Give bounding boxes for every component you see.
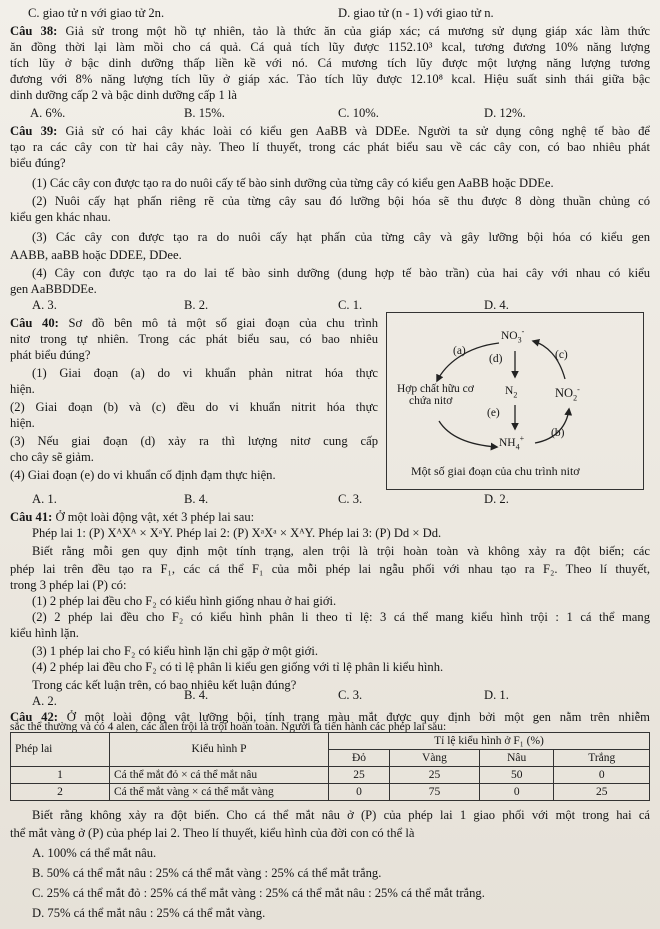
q40-statement-1: (1) Giai đoạn (a) do vi khuẩn phản nitrat hóa thực bbox=[32, 366, 378, 380]
q41-statement-2-cont: kiểu hình lặn. bbox=[10, 626, 79, 640]
q37-option-c: C. giao tử n với giao tử 2n. bbox=[28, 6, 165, 20]
q41-line-4: phép lai trên đều tạo ra F₁, các cá thể F₁ của mỗi phép lai ngẫu phối với nhau tạo ra F₂. Theo lí thuyết, bbox=[10, 562, 650, 576]
q39-option-d: D. 4. bbox=[484, 298, 509, 312]
step-c-label: (c) bbox=[555, 349, 568, 361]
q42-option-d: D. 75% cá thể mắt nâu : 25% cá thể mắt vàng. bbox=[32, 906, 266, 920]
q39-line-1: Câu 39: Giả sử có hai cây khác loài có kiểu gen AaBB và DDEe. Người ta sử dụng công nghệ tế bào để bbox=[10, 124, 650, 138]
q38-option-c: C. 10%. bbox=[338, 106, 379, 120]
organic-label-line-1: Hợp chất hữu cơ bbox=[397, 383, 474, 395]
arrow-organic-to-nh4 bbox=[439, 421, 497, 447]
header-red: Đỏ bbox=[329, 750, 390, 767]
n2-label: $N_2$ bbox=[505, 385, 518, 400]
q42-line-3: Biết rằng không xảy ra đột biến. Cho cá thể mắt nâu ở (P) của phép lai 1 giao phối với một trong hai cá bbox=[32, 808, 650, 822]
q38-line-1: Câu 38: Giả sử trong một hồ tự nhiên, tảo là thức ăn của giáp xác; cá mương sử dụng giáp xác làm thức bbox=[10, 24, 650, 38]
q42-option-b: B. 50% cá thể mắt nâu : 25% cá thể mắt vàng : 25% cá thể mắt trắng. bbox=[32, 866, 382, 880]
header-parent: Kiểu hình P bbox=[110, 733, 329, 767]
q39-statement-4-cont: gen AaBBDDEe. bbox=[10, 282, 97, 296]
q41-label: Câu 41: bbox=[10, 510, 53, 524]
q38-line-2: ăn đồng thời lại làm mồi cho cá quả. Cá quả tích lũy được 1152.10³ kcal, tương đương 10% năng lượng bbox=[10, 40, 650, 54]
nitrogen-cycle-diagram bbox=[386, 312, 644, 490]
q41-option-b: B. 4. bbox=[184, 688, 209, 702]
q40-statement-2-cont: hiện. bbox=[10, 416, 35, 430]
q40-statement-3-cont: cho cây sẽ giảm. bbox=[10, 450, 94, 464]
row-brown: 0 bbox=[479, 784, 554, 801]
q41-statement-4: (4) 2 phép lai đều cho F₂ có tỉ lệ phân li kiểu gen giống với tỉ lệ phân li kiểu hình. bbox=[32, 660, 444, 674]
q41-option-a: A. 2. bbox=[32, 694, 57, 708]
q42-option-c: C. 25% cá thể mắt đỏ : 25% cá thể mắt vàng : 25% cá thể mắt nâu : 25% cá thể mắt trắng. bbox=[32, 886, 485, 900]
q38-line-5: dinh dưỡng cấp 2 và bậc dinh dưỡng cấp 1 là bbox=[10, 88, 238, 102]
q40-label: Câu 40: bbox=[10, 316, 59, 330]
q39-statement-1: (1) Các cây con được tạo ra do nuôi cấy tế bào sinh dưỡng của từng cây có kiểu gen AaBB hoặc DDEe. bbox=[32, 176, 554, 190]
row-white: 0 bbox=[554, 767, 650, 784]
q42-option-a: A. 100% cá thể mắt nâu. bbox=[32, 846, 157, 860]
row-cross: 1 bbox=[11, 767, 110, 784]
q41-option-c: C. 3. bbox=[338, 688, 363, 702]
q42-line-4: thể mắt vàng ở (P) của phép lai 2. Theo lí thuyết, kiểu hình của đời con có thể là bbox=[10, 826, 415, 840]
q41-statement-3: (3) 1 phép lai cho F₂ có kiểu hình lặn chỉ gặp ở một giới. bbox=[32, 644, 318, 658]
q40-statement-2: (2) Giai đoạn (b) và (c) đều do vi khuẩn nitrit hóa thực bbox=[10, 400, 378, 414]
q41-statement-2: (2) 2 phép lai đều cho F₂ có kiểu hình phân li theo tỉ lệ: 3 cá thể mang kiểu hình trội : 1 cá thể mang bbox=[32, 610, 650, 624]
row-brown: 50 bbox=[479, 767, 554, 784]
table-header-row bbox=[11, 733, 650, 750]
header-cross: Phép lai bbox=[11, 733, 110, 767]
q41-crosses: Phép lai 1: (P) XᴬXᴬ × XᵃY. Phép lai 2: (P) XᵃXᵃ × XᴬY. Phép lai 3: (P) Dd × Dd. bbox=[32, 526, 442, 540]
header-ratio: Tỉ lệ kiểu hình ở F₁ (%) bbox=[329, 733, 650, 750]
q39-label: Câu 39: bbox=[10, 124, 58, 138]
q40-option-b: B. 4. bbox=[184, 492, 209, 506]
q41-statement-1: (1) 2 phép lai đều cho F₂ có kiểu hình giống nhau ở hai giới. bbox=[32, 594, 337, 608]
q39-option-a: A. 3. bbox=[32, 298, 57, 312]
q42-label: Câu 42: bbox=[10, 710, 58, 724]
q41-line-3: Biết rằng mỗi gen quy định một tính trạng, alen trội là trội hoàn toàn và không xảy ra đột biến; các bbox=[32, 544, 650, 558]
table-row bbox=[11, 767, 650, 784]
q42-cross-table bbox=[10, 732, 650, 801]
q40-option-a: A. 1. bbox=[32, 492, 57, 506]
q38-option-d: D. 12%. bbox=[484, 106, 526, 120]
q40-statement-1-cont: hiện. bbox=[10, 382, 35, 396]
q40-line-2: nitơ trong tự nhiên. Trong các phát biểu sau, có bao nhiêu bbox=[10, 332, 378, 346]
organic-label-line-2: chứa nitơ bbox=[409, 395, 453, 407]
q41-option-d: D. 1. bbox=[484, 688, 509, 702]
q40-line-3: phát biểu đúng? bbox=[10, 348, 91, 362]
q38-label: Câu 38: bbox=[10, 24, 58, 38]
q42-line-1: Câu 42: Ở một loài động vật lưỡng bội, tính trạng màu mắt được quy định bởi một gen nằm trên nhiễm bbox=[10, 710, 650, 724]
no3-label: $NO_3^-$ bbox=[501, 327, 525, 345]
row-cross: 2 bbox=[11, 784, 110, 801]
no2-label: $NO_2^-$ bbox=[555, 384, 580, 403]
q39-line-3: biểu đúng? bbox=[10, 156, 66, 170]
q39-option-b: B. 2. bbox=[184, 298, 209, 312]
q37-option-d: D. giao tử (n - 1) với giao tử n. bbox=[338, 6, 494, 20]
q39-statement-2-cont: kiểu gen khác nhau. bbox=[10, 210, 111, 224]
row-red: 25 bbox=[329, 767, 390, 784]
q39-option-c: C. 1. bbox=[338, 298, 363, 312]
q38-line-3: tích lũy ở bậc dinh dưỡng thấp liền kề với nó. Cá mương tích lũy được một lượng năng lượng tương bbox=[10, 56, 650, 70]
q41-line-6: Trong các kết luận trên, có bao nhiêu kết luận đúng? bbox=[32, 678, 297, 692]
header-yellow: Vàng bbox=[390, 750, 480, 767]
diagram-caption: Một số giai đoạn của chu trình nitơ bbox=[411, 464, 580, 478]
step-d-label: (d) bbox=[489, 353, 503, 365]
row-parent: Cá thể mắt đỏ × cá thể mắt nâu bbox=[110, 767, 329, 784]
step-a-label: (a) bbox=[453, 345, 466, 357]
q39-statement-3: (3) Các cây con được tạo ra do nuôi cấy hạt phấn của từng cây và gây lưỡng bội hóa có kiểu gen bbox=[32, 230, 650, 244]
q38-line-4: đương với 8% năng lượng tích lũy ở giáp xác. Tảo tích lũy được 12.10⁸ kcal. Hiệu suất sinh thái giữa bậc bbox=[10, 72, 650, 86]
q42-line-2: sắc thể thường và có 4 alen, các alen trội là trội hoàn toàn. Người ta tiến hành các phép lai sau: bbox=[10, 721, 447, 733]
q40-statement-3: (3) Nếu giai đoạn (d) xảy ra thì lượng nitơ cung cấp bbox=[10, 434, 378, 448]
q39-statement-3-cont: AABB, aaBB hoặc DDEE, DDee. bbox=[10, 248, 182, 262]
q40-option-d: D. 2. bbox=[484, 492, 509, 506]
q41-line-5: trong 3 phép lai (P) có: bbox=[10, 578, 127, 592]
q40-statement-4: (4) Giai đoạn (e) do vi khuẩn cố định đạm thực hiện. bbox=[10, 468, 276, 482]
row-white: 25 bbox=[554, 784, 650, 801]
row-yellow: 25 bbox=[390, 767, 480, 784]
q38-option-a: A. 6%. bbox=[30, 106, 66, 120]
header-brown: Nâu bbox=[479, 750, 554, 767]
row-red: 0 bbox=[329, 784, 390, 801]
nh4-label: $NH_4^+$ bbox=[499, 434, 525, 452]
table-row bbox=[11, 784, 650, 801]
q38-option-b: B. 15%. bbox=[184, 106, 225, 120]
row-parent: Cá thể mắt vàng × cá thể mắt vàng bbox=[110, 784, 329, 801]
q40-option-c: C. 3. bbox=[338, 492, 363, 506]
step-b-label: (b) bbox=[551, 427, 565, 439]
header-white: Trắng bbox=[554, 750, 650, 767]
q39-statement-4: (4) Cây con được tạo ra do lai tế bào sinh dưỡng (dung hợp tế bào trần) của hai cây với nhau có kiểu bbox=[32, 266, 650, 280]
q41-line-1: Câu 41: Ở một loài động vật, xét 3 phép lai sau: bbox=[10, 510, 255, 524]
step-e-label: (e) bbox=[487, 407, 500, 419]
q40-line-1: Câu 40: Sơ đồ bên mô tả một số giai đoạn của chu trình bbox=[10, 316, 378, 330]
q39-line-2: tạo ra các cây con từ hai cây này. Theo lí thuyết, trong các phát biểu sau về các cây con, có bao nhiêu phát bbox=[10, 140, 650, 154]
row-yellow: 75 bbox=[390, 784, 480, 801]
q39-statement-2: (2) Nuôi cấy hạt phấn riêng rẽ của từng cây sau đó lưỡng bội hóa sẽ thu được 8 dòng thuần chủng có bbox=[32, 194, 650, 208]
